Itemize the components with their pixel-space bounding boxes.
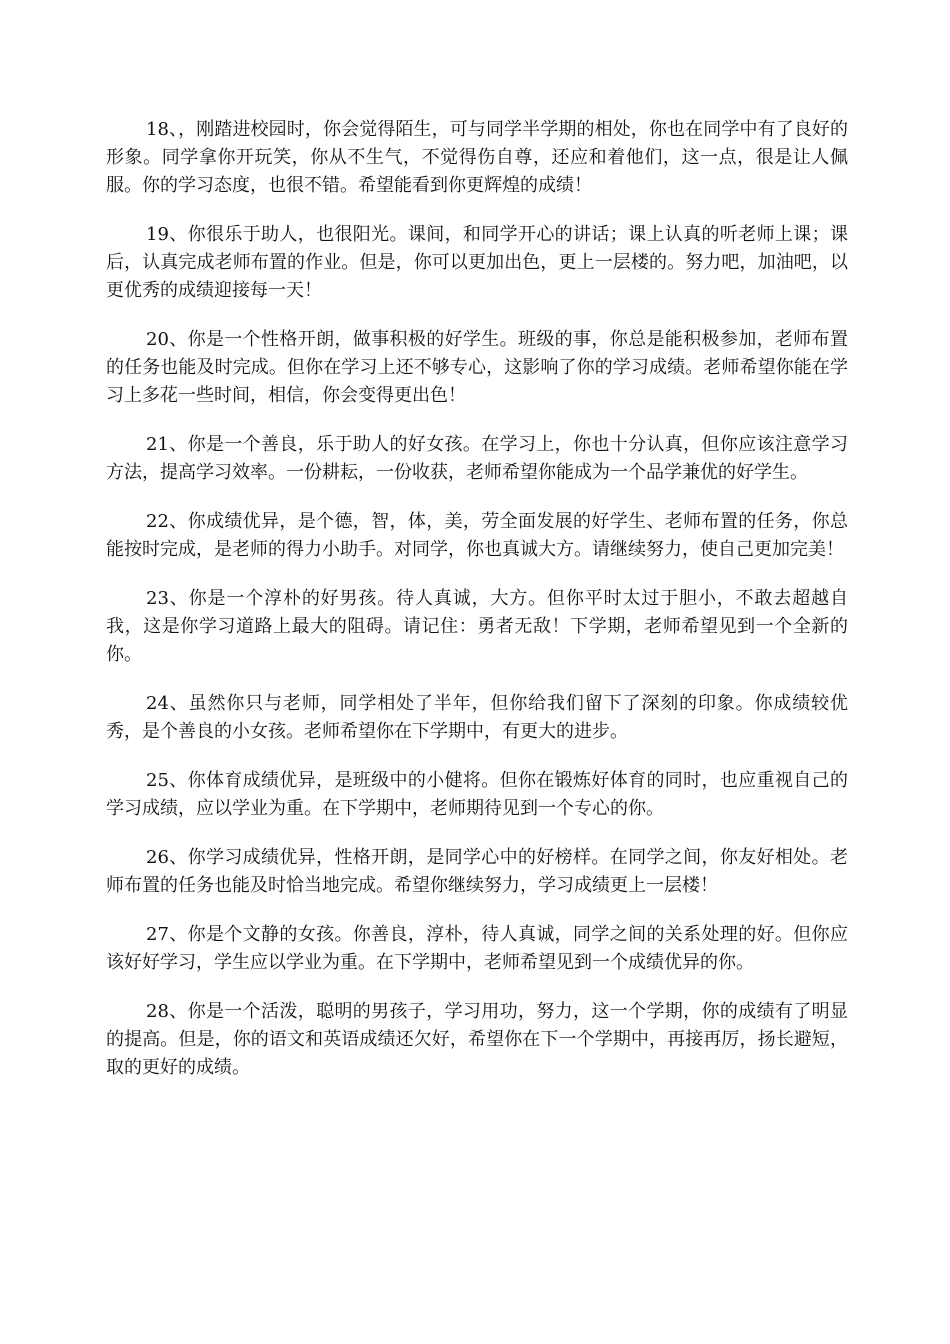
comment-paragraph-19: 19、你很乐于助人，也很阳光。课间，和同学开心的讲话；课上认真的听老师上课；课后，认真完成老师布置的作业。但是，你可以更加出色，更上一层楼的。努力吧，加油吧，以更优秀的成绩迎接每一天！	[106, 224, 848, 301]
comment-paragraph-21: 21、你是一个善良，乐于助人的好女孩。在学习上，你也十分认真，但你应该注意学习方法，提高学习效率。一份耕耘，一份收获，老师希望你能成为一个品学兼优的好学生。	[106, 434, 848, 483]
comment-paragraph-25: 25、你体育成绩优异，是班级中的小健将。但你在锻炼好体育的同时，也应重视自己的学习成绩，应以学业为重。在下学期中，老师期待见到一个专心的你。	[106, 770, 848, 819]
comment-paragraph-23: 23、你是一个淳朴的好男孩。待人真诚，大方。但你平时太过于胆小，不敢去超越自我，这是你学习道路上最大的阻碍。请记住：勇者无敌！下学期，老师希望见到一个全新的你。	[106, 588, 848, 665]
comment-paragraph-27: 27、你是个文静的女孩。你善良，淳朴，待人真诚，同学之间的关系处理的好。但你应该好好学习，学生应以学业为重。在下学期中，老师希望见到一个成绩优异的你。	[106, 924, 848, 973]
comment-paragraph-24: 24、虽然你只与老师，同学相处了半年，但你给我们留下了深刻的印象。你成绩较优秀，是个善良的小女孩。老师希望你在下学期中，有更大的进步。	[106, 693, 848, 742]
comment-paragraph-22: 22、你成绩优异，是个德，智，体，美，劳全面发展的好学生、老师布置的任务，你总能按时完成，是老师的得力小助手。对同学，你也真诚大方。请继续努力，使自己更加完美！	[106, 511, 848, 560]
comment-paragraph-18: 18、，刚踏进校园时，你会觉得陌生，可与同学半学期的相处，你也在同学中有了良好的形象。同学拿你开玩笑，你从不生气，不觉得伤自尊，还应和着他们，这一点，很是让人佩服。你的学习态度，也很不错。希望能看到你更辉煌的成绩！	[106, 119, 848, 196]
document-page	[106, 116, 848, 1103]
comment-paragraph-20: 20、你是一个性格开朗，做事积极的好学生。班级的事，你总是能积极参加，老师布置的任务也能及时完成。但你在学习上还不够专心，这影响了你的学习成绩。老师希望你能在学习上多花一些时间，相信，你会变得更出色！	[106, 329, 848, 406]
comment-paragraph-26: 26、你学习成绩优异，性格开朗，是同学心中的好榜样。在同学之间，你友好相处。老师布置的任务也能及时恰当地完成。希望你继续努力，学习成绩更上一层楼！	[106, 847, 848, 896]
comment-paragraph-28: 28、你是一个活泼，聪明的男孩子，学习用功，努力，这一个学期，你的成绩有了明显的提高。但是，你的语文和英语成绩还欠好，希望你在下一个学期中，再接再厉，扬长避短，取的更好的成绩。	[106, 1001, 848, 1078]
